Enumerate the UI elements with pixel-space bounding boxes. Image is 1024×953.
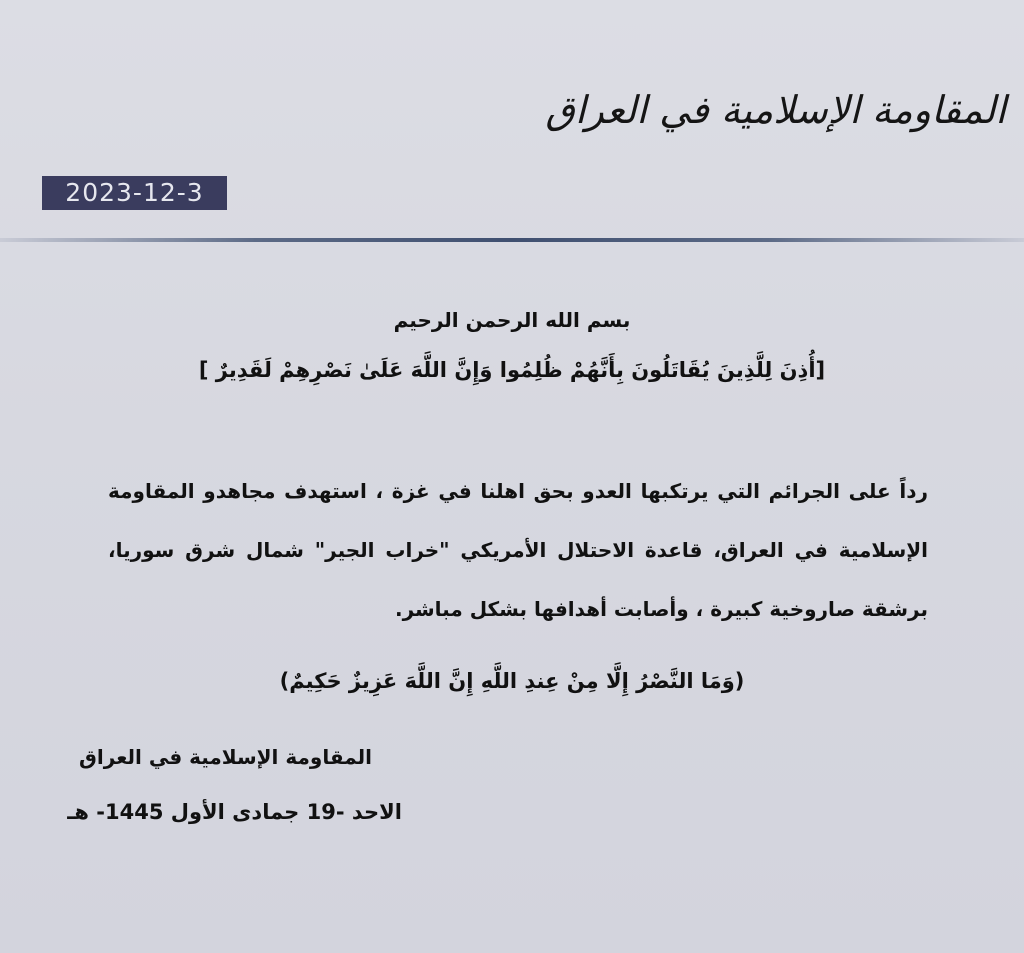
organization-logo: المقاومة الإسلامية في العراق	[545, 88, 1006, 132]
closing-verse: (وَمَا النَّصْرُ إِلَّا مِنْ عِندِ اللَّهِ إِنَّ اللَّهَ عَزِيزٌ حَكِيمٌ)	[279, 669, 745, 693]
basmala: بسم الله الرحمن الرحيم	[393, 308, 631, 332]
opening-verse: [أُذِنَ لِلَّذِينَ يُقَاتَلُونَ بِأَنَّهُمْ ظُلِمُوا وَإِنَّ اللَّهَ عَلَىٰ نَصْرِهِمْ لَقَدِيرٌ ]	[198, 358, 826, 382]
statement-body: رداً على الجرائم التي يرتكبها العدو بحق اهلنا في غزة ، استهدف مجاهدو المقاومة الإسلامية في العراق، قاعدة الاحتلال الأمريكي "خراب الجير" شمال شرق سوريا، برشقة صاروخية كبيرة ، وأصابت أهدافها بشكل مباشر.	[108, 479, 928, 621]
date-badge: 2023-12-3	[42, 176, 227, 210]
header-divider	[0, 238, 1024, 242]
hijri-date: الاحد -19 جمادى الأول 1445- هـ	[67, 800, 402, 824]
signature: المقاومة الإسلامية في العراق	[79, 745, 372, 769]
